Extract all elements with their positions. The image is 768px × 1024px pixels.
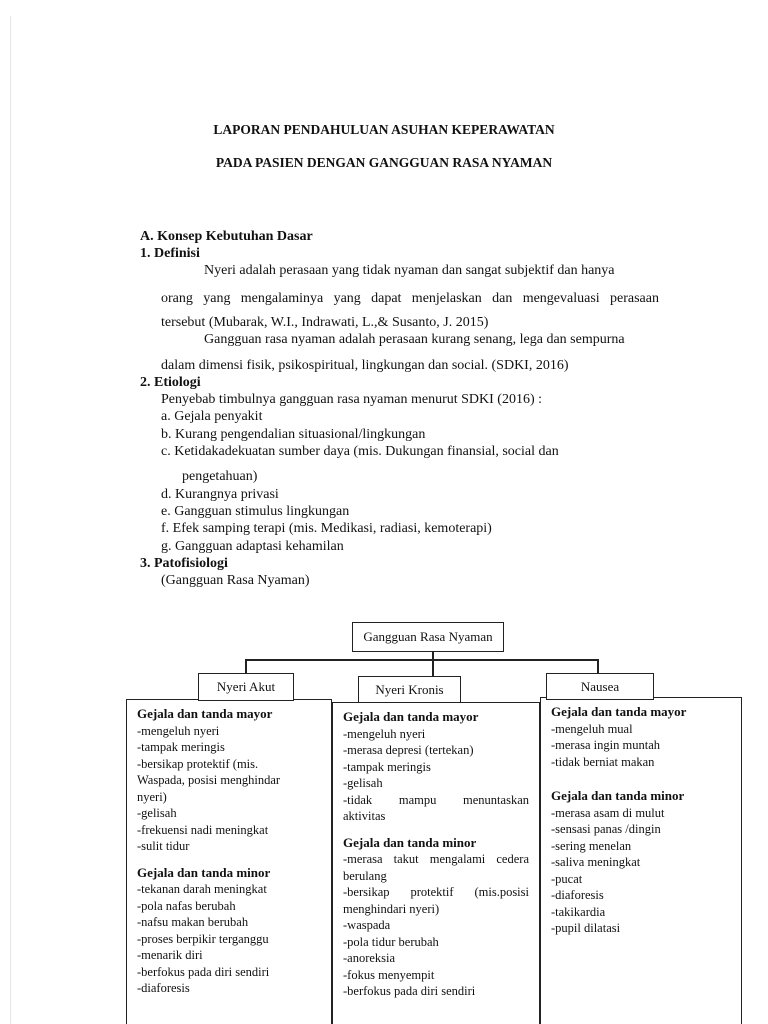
list-item: -frekuensi nadi meningkat [137, 822, 269, 837]
list-item: berulang [343, 868, 387, 883]
list-item: -takikardia [551, 904, 606, 919]
patofisiologi-sub: (Gangguan Rasa Nyaman) [161, 573, 310, 588]
list-item: -merasa takut mengalami cedera [343, 852, 529, 866]
list-item: -pucat [551, 871, 583, 886]
list-item: -diaforesis [551, 888, 604, 902]
section-a-heading: A. Konsep Kebutuhan Dasar [140, 229, 313, 244]
list-item: -mengeluh nyeri [137, 723, 220, 738]
major-list [343, 726, 529, 825]
etiologi-item: g. Gangguan adaptasi kehamilan [161, 539, 344, 554]
definisi-p1-l3: tersebut (Mubarak, W.I., Indrawati, L.,& Susanto, J. 2015) [161, 315, 489, 330]
major-title: Gejala dan tanda mayor [551, 704, 687, 719]
list-item: -proses berpikir terganggu [137, 931, 269, 946]
node-column-nyeri-kronis [332, 702, 540, 1024]
definisi-p1-l2: orang yang mengalaminya yang dapat menjelaskan dan mengevaluasi perasaan [161, 291, 659, 306]
list-item: -tampak meringis [343, 759, 431, 774]
etiologi-item-cont: pengetahuan) [182, 469, 258, 484]
title-line-2: PADA PASIEN DENGAN GANGGUAN RASA NYAMAN [215, 155, 553, 170]
list-item: Waspada, posisi menghindar [137, 773, 281, 787]
definisi-p2-l2: dalam dimensi fisik, psikospiritual, lingkungan dan social. (SDKI, 2016) [161, 358, 569, 373]
definisi-p2-l1: Gangguan rasa nyaman adalah perasaan kurang senang, lega dan sempurna [204, 332, 625, 347]
list-item: -mengeluh mual [551, 721, 633, 736]
list-item: -anoreksia [343, 951, 396, 965]
connector-left [245, 659, 247, 674]
list-item: -gelisah [137, 806, 177, 820]
list-item: -pola nafas berubah [137, 898, 236, 913]
node-column-nyeri-akut [126, 699, 332, 1024]
list-item: -merasa depresi (tertekan) [343, 743, 474, 757]
list-item: -nafsu makan berubah [137, 915, 249, 929]
title-line-1: LAPORAN PENDAHULUAN ASUHAN KEPERAWATAN [213, 122, 555, 137]
list-item: -gelisah [343, 776, 383, 790]
minor-list [137, 881, 321, 997]
etiologi-heading: 2. Etiologi [140, 375, 201, 390]
connector-right [597, 659, 599, 674]
major-list [137, 723, 321, 855]
node-nyeri-akut [198, 673, 294, 701]
node-nyeri-kronis [358, 676, 461, 703]
major-title: Gejala dan tanda mayor [343, 709, 479, 724]
minor-title: Gejala dan tanda minor [137, 864, 271, 880]
etiologi-item: f. Efek samping terapi (mis. Medikasi, radiasi, kemoterapi) [161, 521, 492, 536]
list-item: -fokus menyempit [343, 967, 435, 982]
list-item: nyeri) [137, 789, 167, 804]
list-item: -bersikap protektif (mis.posisi [343, 885, 529, 899]
node-label: Nyeri Kronis [375, 682, 444, 697]
list-item: -pupil dilatasi [551, 921, 621, 935]
etiologi-item: b. Kurang pengendalian situasional/lingkungan [161, 427, 426, 442]
definisi-heading: 1. Definisi [140, 246, 200, 261]
list-item: -waspada [343, 918, 391, 932]
root-node-label: Gangguan Rasa Nyaman [363, 629, 493, 644]
major-title: Gejala dan tanda mayor [137, 706, 273, 721]
list-item: -tidak mampu menuntaskan [343, 792, 529, 807]
list-item: -merasa ingin muntah [551, 738, 660, 752]
etiologi-item: a. Gejala penyakit [161, 409, 263, 424]
node-nausea [546, 673, 654, 700]
list-item: -bersikap protektif (mis. [137, 756, 259, 771]
list-item: -tampak meringis [137, 740, 225, 754]
list-item: -mengeluh nyeri [343, 726, 426, 741]
minor-title: Gejala dan tanda minor [551, 788, 685, 803]
etiologi-item: c. Ketidakadekuatan sumber daya (mis. Dukungan finansial, social dan [161, 444, 559, 459]
list-item: -sensasi panas /dingin [551, 822, 661, 836]
etiologi-item: e. Gangguan stimulus lingkungan [161, 504, 350, 519]
definisi-p1-l1: Nyeri adalah perasaan yang tidak nyaman dan sangat subjektif dan hanya [204, 263, 615, 278]
list-item: -sering menelan [551, 838, 632, 853]
connector-horizontal [245, 659, 599, 661]
list-item: -saliva meningkat [551, 855, 641, 869]
etiologi-intro: Penyebab timbulnya gangguan rasa nyaman menurut SDKI (2016) : [161, 392, 543, 407]
list-item: -diaforesis [137, 981, 190, 995]
list-item: aktivitas [343, 809, 386, 823]
major-list [551, 721, 731, 771]
minor-list [551, 805, 731, 937]
minor-title: Gejala dan tanda minor [343, 834, 477, 850]
list-item: -pola tidur berubah [343, 934, 439, 949]
etiologi-item: d. Kurangnya privasi [161, 487, 279, 502]
node-label: Nyeri Akut [216, 679, 276, 694]
list-item: -tekanan darah meningkat [137, 882, 267, 896]
list-item: -tidak berniat makan [551, 754, 655, 769]
list-item: -sulit tidur [137, 839, 190, 853]
node-label: Nausea [580, 679, 620, 694]
list-item: -merasa asam di mulut [551, 805, 665, 820]
list-item: menghindari nyeri) [343, 901, 440, 916]
list-item: -menarik diri [137, 948, 203, 962]
node-column-nausea [540, 697, 742, 1024]
patofisiologi-heading: 3. Patofisiologi [140, 556, 228, 571]
root-node [352, 622, 504, 652]
minor-list [343, 851, 529, 1000]
list-item: -berfokus pada diri sendiri [137, 964, 270, 979]
list-item: -berfokus pada diri sendiri [343, 984, 476, 998]
